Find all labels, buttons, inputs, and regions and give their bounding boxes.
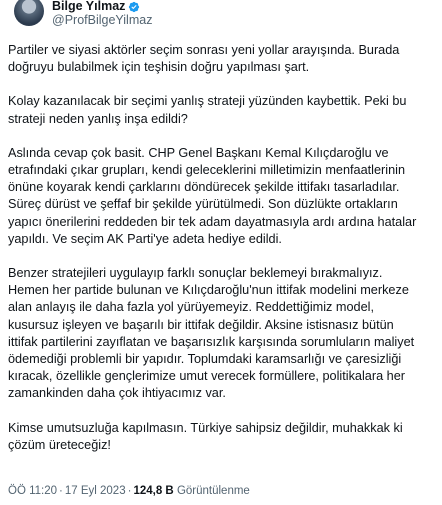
views-count: 124,8 B <box>133 485 174 497</box>
tweet-text <box>8 42 434 454</box>
tweet-paragraph: Benzer stratejileri uygulayıp farklı sonuçlar beklemeyi bırakmalıyız. Hemen her partide bulunan ve Kılıçdaroğlu'nun ittifak modelini merkeze alan anlayış ile daha fazla yol yürüyemeyiz. Reddettiğimiz model, kusursuz işleyen ve başarılı bir ittifak değildir. Aksine istisnasız bütün ittifak partilerini zayıflatan ve başarısızlık karşısında sorumluların maliyet ödemediği problemli bir yapıdır. Toplumdaki karamsarlığı ve çaresizliği kıracak, özellikle gençlerimize umut verecek formüllere, politikalara her zamankinden daha çok ihtiyacımız var. <box>8 266 415 401</box>
tweet-paragraph: Aslında cevap çok basit. CHP Genel Başkanı Kemal Kılıçdaroğlu ve etrafındaki çıkar grupları, kendi geleceklerini milletimizin menfaatlerinin önüne koyarak kendi çarklarını döndürecek şekilde ittifakı tasarladılar. Süreç dürüst ve şeffaf bir şekilde yürütülmedi. Son düzlükte ortakların yapıcı önerilerini reddeden bir tek adam dayatmasıyla ardı ardına hatalar yapıldı. Ve seçim AK Parti'ye adeta hediye edildi. <box>8 145 417 246</box>
separator-dot: · <box>59 485 63 497</box>
name-row <box>52 0 152 13</box>
tweet-paragraph: Kolay kazanılacak bir seçimi yanlış strateji yüzünden kaybettik. Peki bu strateji neden yanlış inşa edildi? <box>8 94 407 126</box>
author-block <box>52 0 152 28</box>
verified-badge-icon <box>128 1 140 13</box>
views-label: Görüntülenme <box>176 485 250 497</box>
author-handle[interactable]: @ProfBilgeYilmaz <box>52 13 153 27</box>
tweet-paragraph: Partiler ve siyasi aktörler seçim sonrası yeni yollar arayışında. Burada doğruyu bulabilmek için teşhisin doğru yapılması şart. <box>8 43 400 75</box>
tweet-paragraph: Kimse umutsuzluğa kapılmasın. Türkiye sahipsiz değildir, muhakkak ki çözüm üreteceğiz! <box>8 420 403 452</box>
avatar[interactable] <box>14 0 44 26</box>
tweet-time[interactable]: ÖÖ 11:20 <box>8 485 58 497</box>
tweet-date[interactable]: 17 Eyl 2023 <box>64 485 126 497</box>
author-display-name[interactable]: Bilge Yılmaz <box>52 0 126 13</box>
tweet-header <box>8 0 434 30</box>
tweet-meta <box>8 484 250 498</box>
separator-dot: · <box>127 485 132 497</box>
